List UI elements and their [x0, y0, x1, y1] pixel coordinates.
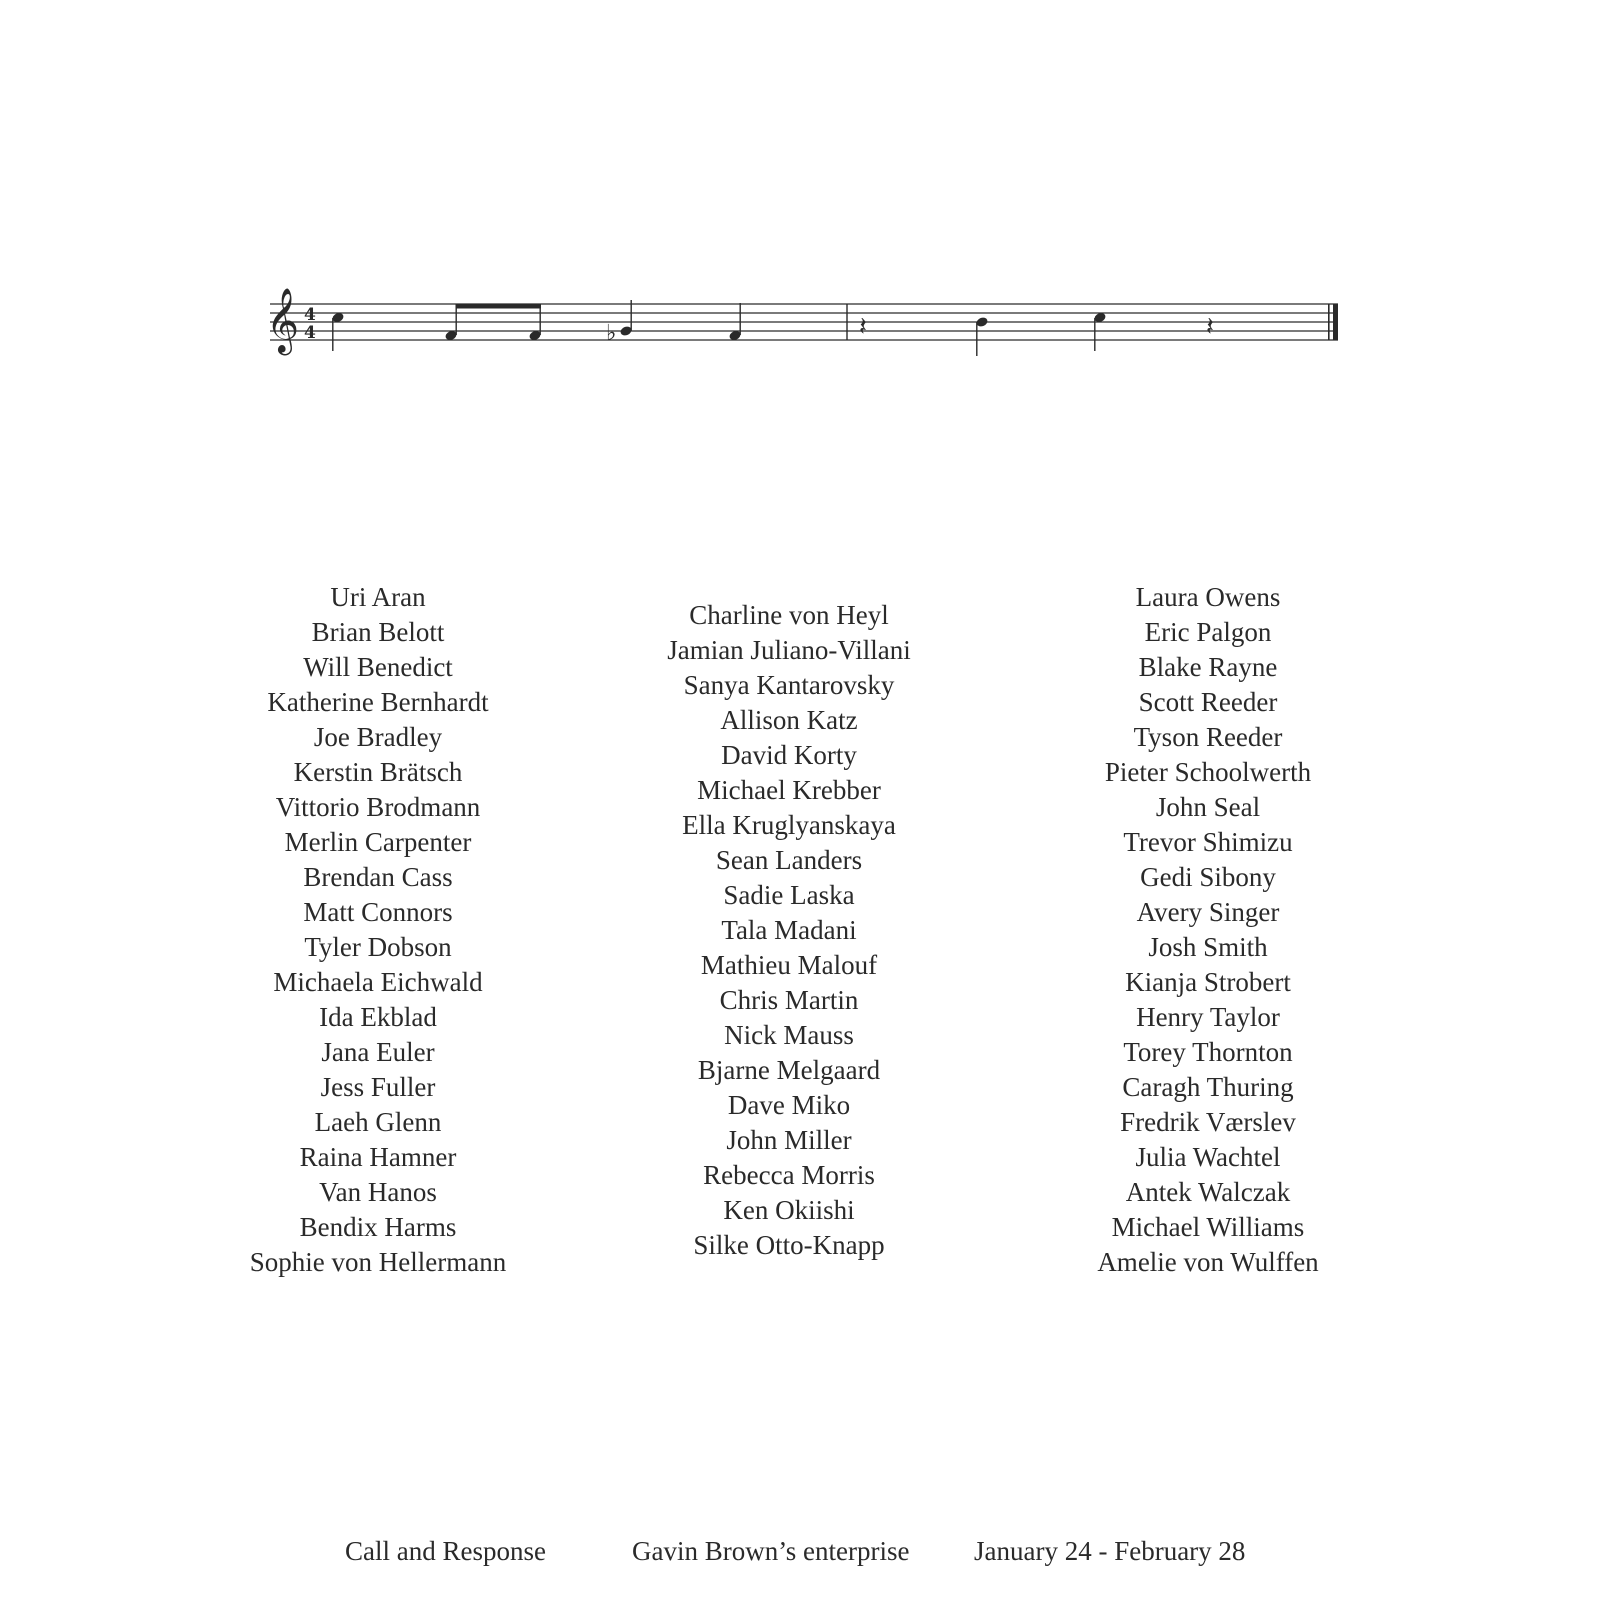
artist-name: Allison Katz — [720, 705, 858, 735]
artist-name: Eric Palgon — [1144, 617, 1272, 647]
artist-name: Bjarne Melgaard — [697, 1055, 881, 1085]
artist-name: Caragh Thuring — [1122, 1072, 1294, 1102]
artist-name: Gedi Sibony — [1140, 862, 1276, 892]
artist-name: Scott Reeder — [1138, 687, 1278, 717]
artist-name: Brendan Cass — [303, 862, 453, 892]
artist-name: Kianja Strobert — [1125, 967, 1291, 997]
artist-name: Ella Kruglyanskaya — [682, 810, 896, 840]
artist-name: Will Benedict — [303, 652, 453, 682]
artist-name: Rebecca Morris — [703, 1160, 875, 1190]
artist-name: Jana Euler — [321, 1037, 435, 1067]
artist-column-2 — [589, 598, 989, 1263]
artist-name: Tyson Reeder — [1133, 722, 1283, 752]
artist-name: Chris Martin — [719, 985, 859, 1015]
artist-name: Matt Connors — [303, 897, 453, 927]
quarter-rest-icon: 𝄽 — [859, 312, 867, 342]
artist-name: John Seal — [1155, 792, 1261, 822]
artist-column-1 — [178, 580, 578, 1280]
artist-name: Charline von Heyl — [689, 600, 889, 630]
artist-name: Henry Taylor — [1136, 1002, 1280, 1032]
artist-name: Katherine Bernhardt — [267, 687, 489, 717]
artist-name: Bendix Harms — [299, 1212, 457, 1242]
artist-name: Merlin Carpenter — [284, 827, 472, 857]
artist-name: Blake Rayne — [1138, 652, 1278, 682]
artist-name: Van Hanos — [319, 1177, 437, 1207]
artist-name: Silke Otto-Knapp — [693, 1230, 885, 1260]
artist-name: Tala Madani — [721, 915, 857, 945]
gallery-name: Gavin Brown’s enterprise — [632, 1536, 910, 1566]
artist-name: Michael Williams — [1111, 1212, 1305, 1242]
artist-column-3 — [1008, 580, 1408, 1280]
artist-name: Pieter Schoolwerth — [1104, 757, 1312, 787]
artist-name: Joe Bradley — [313, 722, 443, 752]
artist-name: Vittorio Brodmann — [275, 792, 481, 822]
exhibition-dates: January 24 - February 28 — [974, 1536, 1246, 1566]
artist-name: Ken Okiishi — [723, 1195, 855, 1225]
artist-name: Jamian Juliano-Villani — [667, 635, 911, 665]
artist-name: Uri Aran — [330, 582, 426, 612]
artist-name: Fredrik Værslev — [1120, 1107, 1296, 1137]
treble-clef-icon: 𝄞 — [266, 288, 300, 353]
artist-name: Dave Miko — [727, 1090, 851, 1120]
artist-name: Nick Mauss — [724, 1020, 854, 1050]
flat-icon: ♭ — [606, 321, 617, 346]
artist-name: Jess Fuller — [320, 1072, 436, 1102]
time-signature-bottom: 4 — [304, 323, 316, 343]
artist-name: Amelie von Wulffen — [1097, 1247, 1319, 1277]
artist-name: Sadie Laska — [723, 880, 855, 910]
artist-name: Avery Singer — [1136, 897, 1280, 927]
artist-name: Trevor Shimizu — [1123, 827, 1293, 857]
artist-name: Torey Thornton — [1123, 1037, 1293, 1067]
artist-name: Sean Landers — [715, 845, 863, 875]
artist-name: Ida Ekblad — [319, 1002, 437, 1032]
artist-name: Mathieu Malouf — [700, 950, 878, 980]
artist-name: Tyler Dobson — [304, 932, 452, 962]
artist-name: Brian Belott — [311, 617, 445, 647]
exhibition-title: Call and Response — [345, 1536, 546, 1566]
artist-name: Julia Wachtel — [1135, 1142, 1281, 1172]
artist-name: Josh Smith — [1148, 932, 1268, 962]
artist-name: Sophie von Hellermann — [249, 1247, 507, 1277]
artist-name: Michael Krebber — [697, 775, 881, 805]
footer — [0, 1536, 1600, 1576]
quarter-rest-icon: 𝄽 — [1206, 312, 1214, 342]
artist-name: Laura Owens — [1135, 582, 1281, 612]
artist-name: Kerstin Brätsch — [293, 757, 463, 787]
artist-name: Michaela Eichwald — [273, 967, 483, 997]
artist-name: Raina Hamner — [299, 1142, 457, 1172]
artist-name: Laeh Glenn — [314, 1107, 442, 1137]
artist-name: David Korty — [721, 740, 857, 770]
time-signature-top: 4 — [304, 305, 316, 325]
artist-name: Sanya Kantarovsky — [683, 670, 895, 700]
artist-name: Antek Walczak — [1125, 1177, 1291, 1207]
artist-name: John Miller — [726, 1125, 852, 1155]
